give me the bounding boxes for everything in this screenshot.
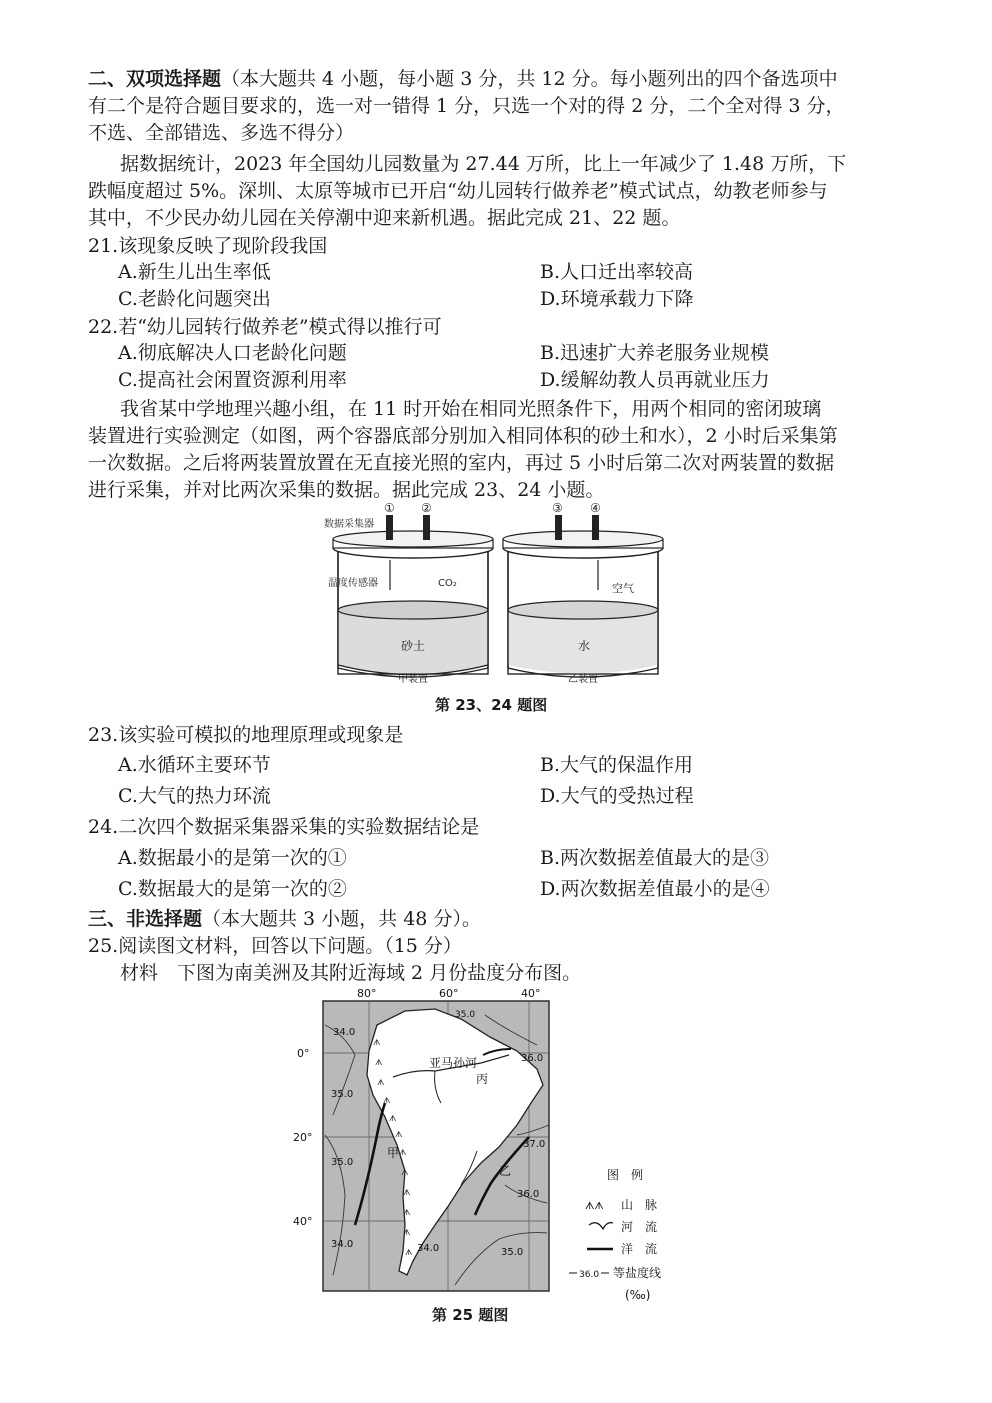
- q22-option-b: B.迅速扩大养老服务业规模: [540, 342, 770, 364]
- section2-desc2: 有二个是符合题目要求的，选一对一错得 1 分，只选一个对的得 2 分，二个全对得 3 分，: [88, 95, 845, 117]
- lat-20-label: 20°: [293, 1131, 313, 1144]
- section2-desc3: 不选、全部错选、多选不得分）: [88, 122, 355, 144]
- collector-1: ①: [384, 501, 395, 515]
- jia-device-label: 甲装置: [398, 674, 428, 685]
- q21-option-b: B.人口迁出率较高: [540, 261, 694, 283]
- lat-0-label: 0°: [297, 1047, 310, 1060]
- svg-text:ᗑ: ᗑ: [401, 1168, 409, 1177]
- q22-stem: 22.若“幼儿园转行做养老”模式得以推行可: [88, 316, 442, 338]
- passage1-line3: 其中，不少民办幼儿园在关停潮中迎来新机遇。据此完成 21、22 题。: [88, 207, 681, 229]
- q23-stem: 23.该实验可模拟的地理原理或现象是: [88, 724, 404, 746]
- yi-device-label: 乙装置: [568, 674, 598, 685]
- q23-option-b: B.大气的保温作用: [540, 754, 694, 776]
- q23-option-a: A.水循环主要环节: [118, 754, 271, 776]
- svg-text:ᗑ: ᗑ: [403, 1188, 411, 1197]
- q24-option-a: A.数据最小的是第一次的①: [118, 847, 347, 869]
- water-label: 水: [578, 639, 591, 653]
- legend-isoline: 等盐度线: [613, 1266, 662, 1280]
- yi-label: 乙: [499, 1164, 512, 1178]
- passage2-line4: 进行采集，并对比两次采集的数据。据此完成 23、24 小题。: [88, 479, 605, 501]
- legend-mountain-icon: ᗑᗑ: [585, 1201, 604, 1212]
- salinity-36-ne: 36.0: [521, 1053, 544, 1064]
- q21-option-d: D.环境承载力下降: [540, 288, 694, 310]
- co2-label: CO₂: [438, 578, 457, 589]
- section3-title: 三、非选择题: [88, 908, 203, 930]
- passage1-line1: 据数据统计，2023 年全国幼儿园数量为 27.44 万所，比上一年减少了 1.48 万所，下: [120, 153, 847, 175]
- collector-3: ③: [552, 501, 563, 515]
- q22-option-c: C.提高社会闲置资源利用率: [118, 369, 347, 391]
- salinity-37: 37.0: [523, 1139, 546, 1150]
- lon-80-label: 80°: [357, 987, 377, 1000]
- temp-sensor-label: 温度传感器: [328, 578, 378, 589]
- svg-text:ᗑ: ᗑ: [405, 1248, 413, 1257]
- q23-option-d: D.大气的受热过程: [540, 785, 694, 807]
- section2-line1: [88, 66, 838, 92]
- experiment-figure: [300, 500, 700, 690]
- salinity-34-nw: 34.0: [333, 1027, 356, 1038]
- q21-stem: 21.该现象反映了现阶段我国: [88, 235, 328, 257]
- svg-text:ᗑ: ᗑ: [373, 1038, 381, 1047]
- q25-material: 材料 下图为南美洲及其附近海域 2 月份盐度分布图。: [120, 962, 582, 984]
- svg-text:ᗑ: ᗑ: [389, 1114, 397, 1123]
- sand-label: 砂土: [401, 639, 426, 653]
- q22-option-a: A.彻底解决人口老龄化问题: [118, 342, 347, 364]
- lat-40-label: 40°: [293, 1215, 313, 1228]
- q25-stem: 25.阅读图文材料，回答以下问题。（15 分）: [88, 935, 462, 957]
- q24-option-b: B.两次数据差值最大的是③: [540, 847, 770, 869]
- q24-option-c: C.数据最大的是第一次的②: [118, 878, 347, 900]
- map-caption: 第 25 题图: [432, 1306, 509, 1324]
- legend-title: 图 例: [607, 1168, 644, 1182]
- q24-stem: 24.二次四个数据采集器采集的实验数据结论是: [88, 816, 480, 838]
- legend-isoline-sample: 36.0: [579, 1270, 600, 1280]
- legend-mountain: 山 脉: [621, 1198, 658, 1212]
- passage2-line2: 装置进行实验测定（如图，两个容器底部分别加入相同体积的砂土和水），2 小时后采集第: [88, 425, 838, 447]
- svg-text:ᗑ: ᗑ: [395, 1130, 403, 1139]
- svg-text:ᗑ: ᗑ: [403, 1208, 411, 1217]
- q21-option-a: A.新生儿出生率低: [118, 261, 271, 283]
- q24-option-d: D.两次数据差值最小的是④: [540, 878, 770, 900]
- salinity-34-s: 34.0: [331, 1239, 354, 1250]
- salinity-35-n: 35.0: [455, 1010, 476, 1020]
- svg-text:ᗑ: ᗑ: [375, 1058, 383, 1067]
- air-label: 空气: [612, 582, 634, 595]
- jia-label: 甲: [387, 1146, 400, 1160]
- amazon-label: 亚马孙河: [429, 1056, 478, 1070]
- map-legend: [569, 1167, 661, 1302]
- legend-river: 河 流: [621, 1220, 658, 1234]
- section2-title: 二、双项选择题: [88, 68, 222, 90]
- legend-river-icon: [589, 1223, 613, 1229]
- collector-label: 数据采集器: [324, 519, 374, 530]
- legend-current: 洋 流: [621, 1242, 658, 1256]
- collector-2: ②: [421, 501, 432, 515]
- collector-4: ④: [590, 501, 601, 515]
- svg-text:ᗑ: ᗑ: [377, 1078, 385, 1087]
- q23-option-c: C.大气的热力环流: [118, 785, 271, 807]
- svg-text:ᗑ: ᗑ: [399, 1148, 407, 1157]
- section2-desc1: （本大题共 4 小题，每小题 3 分，共 12 分。每小题列出的四个备选项中: [221, 68, 838, 90]
- bing-label: 丙: [476, 1072, 489, 1086]
- q21-option-c: C.老龄化问题突出: [118, 288, 271, 310]
- svg-text:ᗑ: ᗑ: [383, 1096, 391, 1105]
- section3-line: [88, 906, 481, 932]
- passage2-line3: 一次数据。之后将两装置放置在无直接光照的室内，再过 5 小时后第二次对两装置的数据: [88, 452, 835, 474]
- salinity-35-w: 35.0: [331, 1089, 354, 1100]
- salinity-map: [285, 985, 705, 1315]
- salinity-36-e: 36.0: [517, 1189, 540, 1200]
- lon-60-label: 60°: [439, 987, 459, 1000]
- salinity-35-sw: 35.0: [331, 1157, 354, 1168]
- passage1-line2: 跌幅度超过 5%。深圳、太原等城市已开启“幼儿园转行做养老”模式试点，幼教老师参与: [88, 180, 828, 202]
- svg-text:ᗑ: ᗑ: [403, 1228, 411, 1237]
- legend-unit: (‰): [625, 1288, 651, 1302]
- passage2-line1: 我省某中学地理兴趣小组，在 11 时开始在相同光照条件下，用两个相同的密闭玻璃: [120, 398, 822, 420]
- section3-desc: （本大题共 3 小题，共 48 分）。: [202, 908, 481, 930]
- lon-40-label: 40°: [521, 987, 541, 1000]
- salinity-35-se: 35.0: [501, 1247, 524, 1258]
- salinity-34-tip: 34.0: [417, 1243, 440, 1254]
- q22-option-d: D.缓解幼教人员再就业压力: [540, 369, 770, 391]
- fig1-caption: 第 23、24 题图: [435, 696, 548, 714]
